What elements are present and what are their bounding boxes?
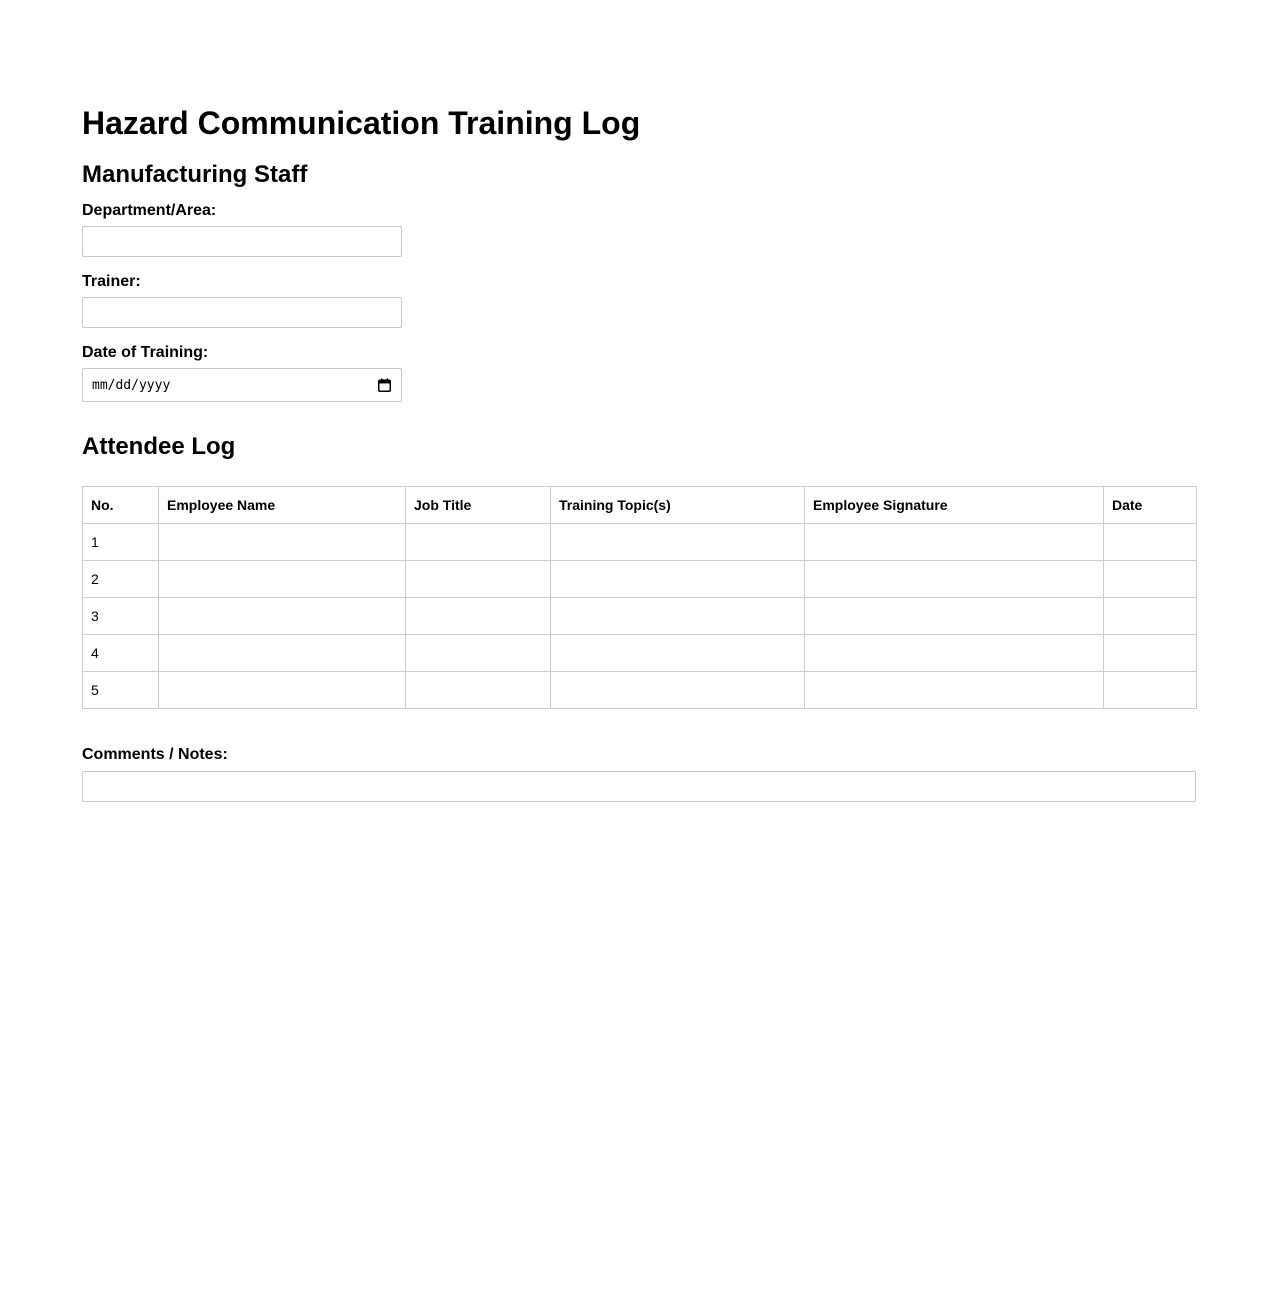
date-cell[interactable]	[1104, 598, 1197, 635]
column-header-date: Date	[1104, 487, 1197, 524]
employee-signature-cell[interactable]	[805, 561, 1104, 598]
date-cell[interactable]	[1104, 672, 1197, 709]
employee-signature-cell[interactable]	[805, 672, 1104, 709]
calendar-icon[interactable]	[378, 378, 391, 392]
row-number: 2	[83, 561, 159, 598]
job-title-cell[interactable]	[406, 672, 551, 709]
date-cell[interactable]	[1104, 561, 1197, 598]
employee-signature-cell[interactable]	[805, 524, 1104, 561]
attendee-log-table	[82, 486, 1197, 709]
employee-name-cell[interactable]	[159, 561, 406, 598]
training-topics-cell[interactable]	[551, 598, 805, 635]
employee-signature-cell[interactable]	[805, 635, 1104, 672]
job-title-cell[interactable]	[406, 524, 551, 561]
employee-signature-cell[interactable]	[805, 598, 1104, 635]
employee-name-cell[interactable]	[159, 672, 406, 709]
training-date-label: Date of Training:	[82, 344, 209, 361]
column-header-employee-signature: Employee Signature	[805, 487, 1104, 524]
date-cell[interactable]	[1104, 635, 1197, 672]
table-row	[83, 561, 1197, 598]
training-topics-cell[interactable]	[551, 524, 805, 561]
job-title-cell[interactable]	[406, 561, 551, 598]
comments-label: Comments / Notes:	[82, 746, 228, 763]
table-row	[83, 524, 1197, 561]
training-topics-cell[interactable]	[551, 672, 805, 709]
table-row	[83, 635, 1197, 672]
job-title-cell[interactable]	[406, 598, 551, 635]
table-header-row	[83, 487, 1197, 524]
column-header-job-title: Job Title	[406, 487, 551, 524]
employee-name-cell[interactable]	[159, 598, 406, 635]
employee-name-cell[interactable]	[159, 524, 406, 561]
trainer-label: Trainer:	[82, 273, 141, 290]
employee-name-cell[interactable]	[159, 635, 406, 672]
department-input[interactable]	[82, 226, 402, 257]
column-header-training-topics: Training Topic(s)	[551, 487, 805, 524]
row-number: 3	[83, 598, 159, 635]
table-row	[83, 672, 1197, 709]
job-title-cell[interactable]	[406, 635, 551, 672]
training-topics-cell[interactable]	[551, 561, 805, 598]
page-subtitle: Manufacturing Staff	[82, 161, 308, 188]
training-topics-cell[interactable]	[551, 635, 805, 672]
trainer-input[interactable]	[82, 297, 402, 328]
department-label: Department/Area:	[82, 202, 217, 219]
date-cell[interactable]	[1104, 524, 1197, 561]
page-title: Hazard Communication Training Log	[82, 105, 641, 141]
attendee-log-heading: Attendee Log	[82, 433, 236, 460]
column-header-employee-name: Employee Name	[159, 487, 406, 524]
comments-input[interactable]	[82, 771, 1196, 802]
row-number: 1	[83, 524, 159, 561]
column-header-no: No.	[83, 487, 159, 524]
table-row	[83, 598, 1197, 635]
row-number: 5	[83, 672, 159, 709]
training-date-input[interactable]	[82, 368, 402, 402]
row-number: 4	[83, 635, 159, 672]
training-date-placeholder: mm/dd/yyyy	[92, 377, 171, 393]
